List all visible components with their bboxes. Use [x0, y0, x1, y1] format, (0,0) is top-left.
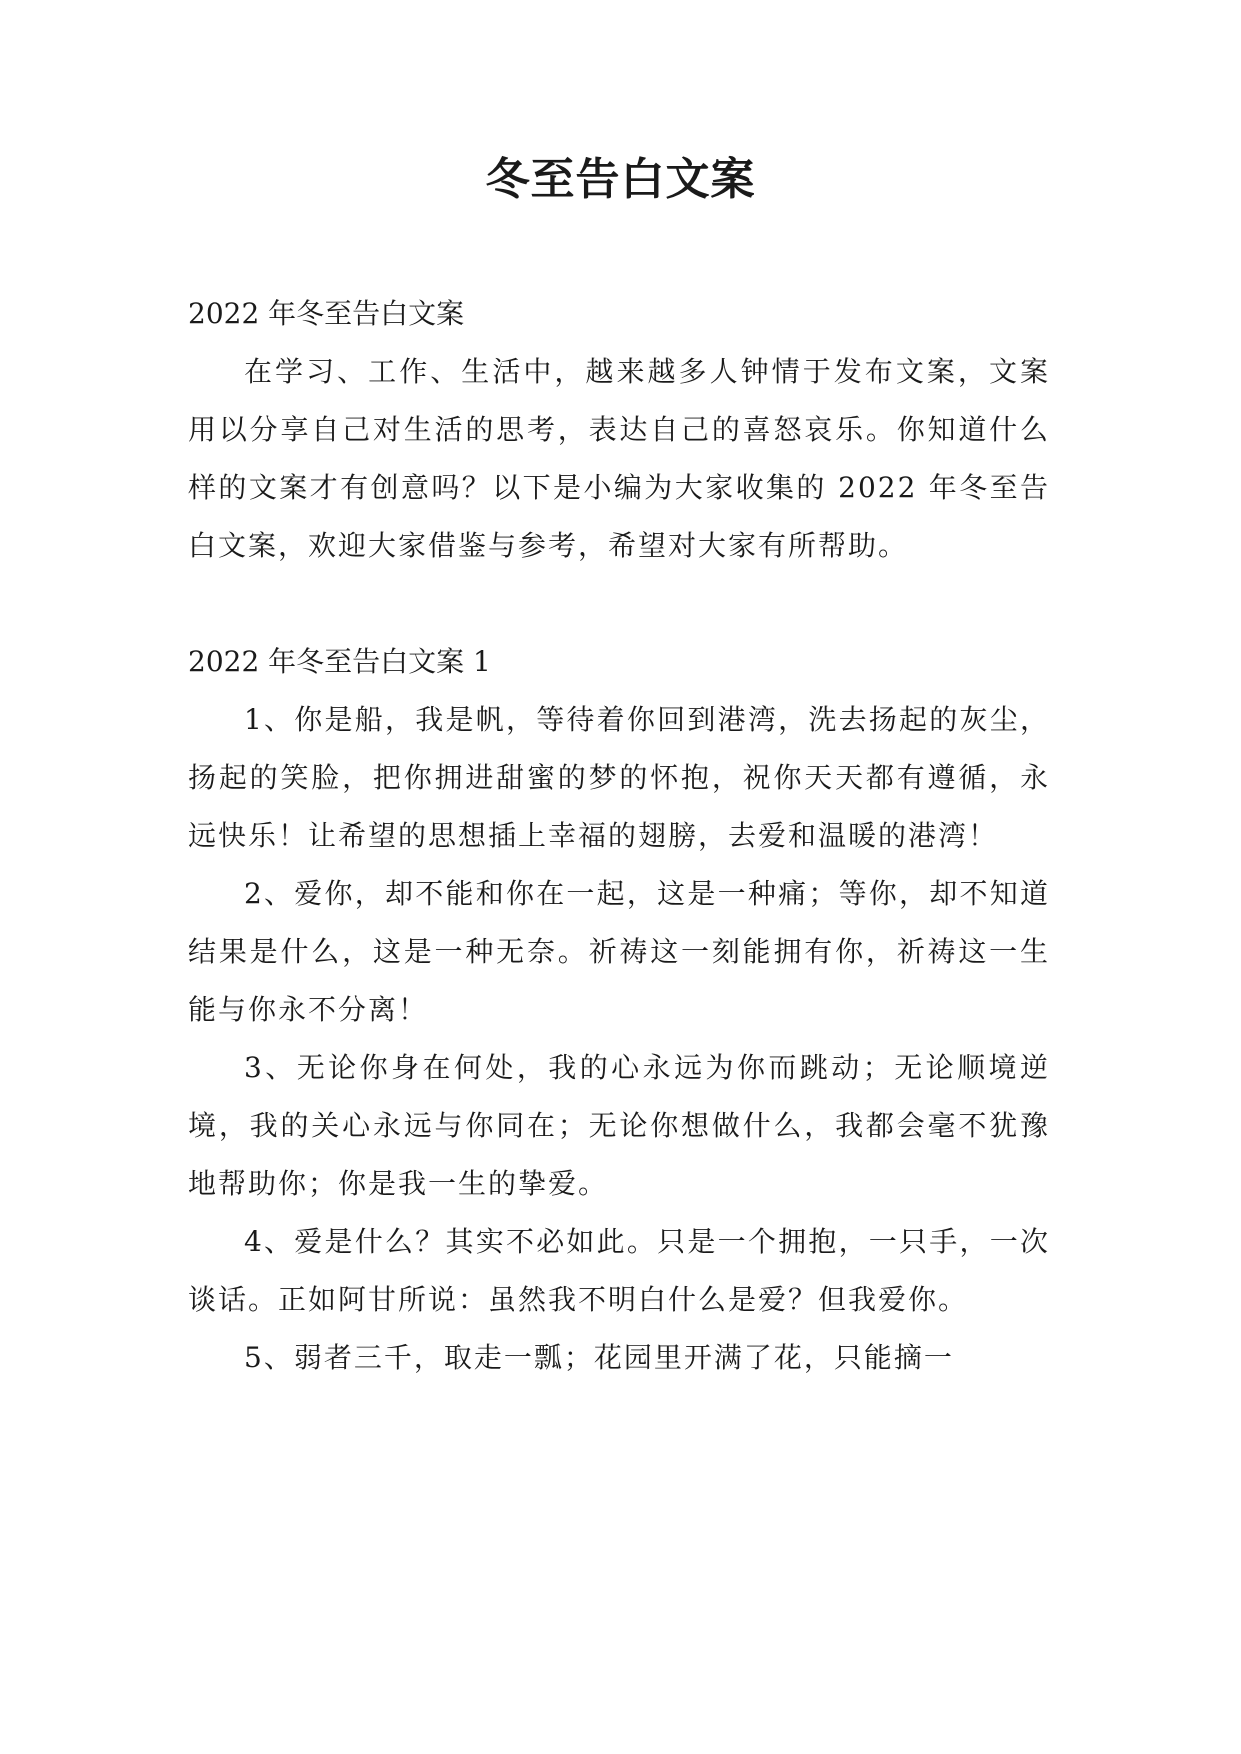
- document-title: 冬至告白文案: [485, 154, 756, 205]
- intro-heading: 2022 年冬至告白文案: [188, 297, 465, 330]
- document-body: [188, 285, 1050, 1387]
- intro-paragraph: 在学习、工作、生活中，越来越多人钟情于发布文案，文案用以分享自己对生活的思考，表达自己的喜怒哀乐。你知道什么样的文案才有创意吗？以下是小编为大家收集的 2022 年冬至告白文案，欢迎大家借鉴与参考，希望对大家有所帮助。: [188, 355, 1050, 562]
- section-heading: 2022 年冬至告白文案 1: [188, 645, 491, 678]
- list-item: 4、爱是什么？其实不必如此。只是一个拥抱，一只手，一次谈话。正如阿甘所说：虽然我不明白什么是爱？但我爱你。: [188, 1225, 1050, 1316]
- list-item: 2、爱你，却不能和你在一起，这是一种痛；等你，却不知道结果是什么，这是一种无奈。祈祷这一刻能拥有你，祈祷这一生能与你永不分离！: [188, 877, 1050, 1026]
- list-item: 1、你是船，我是帆，等待着你回到港湾，洗去扬起的灰尘，扬起的笑脸，把你拥进甜蜜的梦的怀抱，祝你天天都有遵循，永远快乐！让希望的思想插上幸福的翅膀，去爱和温暖的港湾！: [188, 703, 1050, 852]
- section-spacer: [188, 575, 1050, 633]
- list-item: 5、弱者三千，取走一瓢；花园里开满了花，只能摘一: [244, 1341, 954, 1374]
- list-item: 3、无论你身在何处，我的心永远为你而跳动；无论顺境逆境，我的关心永远与你同在；无论你想做什么，我都会毫不犹豫地帮助你；你是我一生的挚爱。: [188, 1051, 1050, 1200]
